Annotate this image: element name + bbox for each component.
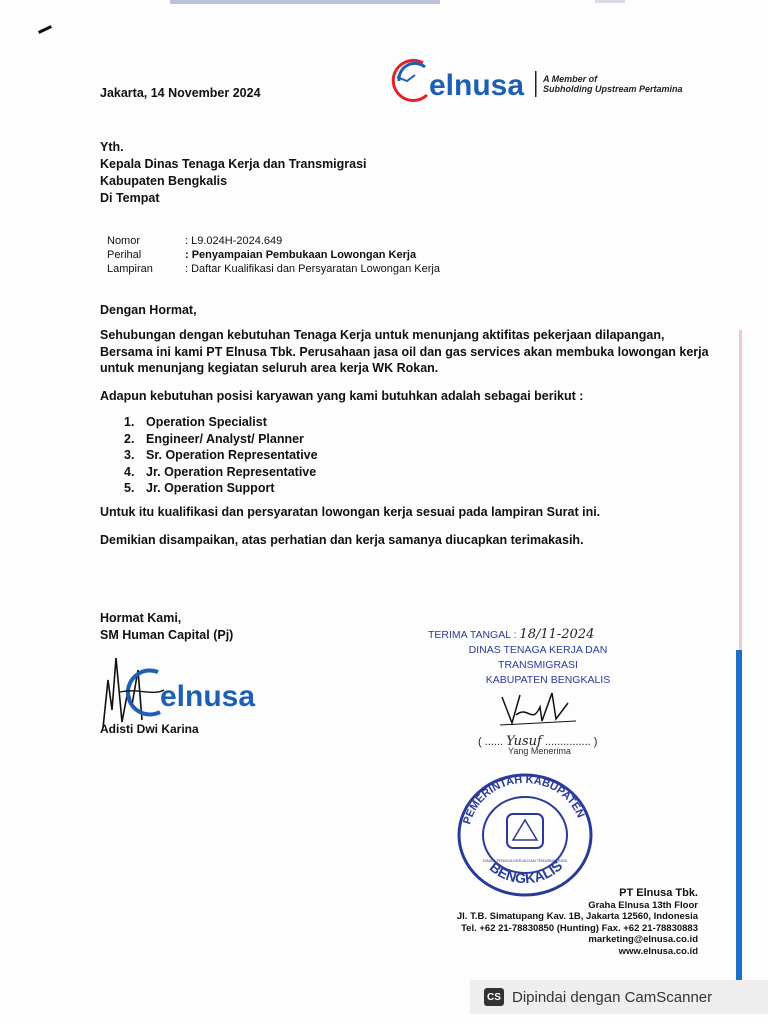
- svg-text:Subholding Upstream Pertamina: Subholding Upstream Pertamina: [543, 84, 683, 94]
- letter-date: Jakarta, 14 November 2024: [100, 86, 261, 100]
- list-item: 2. Engineer/ Analyst/ Planner: [124, 431, 304, 446]
- meta-row-lampiran: Lampiran : Daftar Kualifikasi dan Persyaratan Lowongan Kerja: [107, 263, 440, 275]
- paragraph-intro: Sehubungan dengan kebutuhan Tenaga Kerja untuk menunjang aktifitas pekerjaan dilapangan, Bersama ini kami PT Elnusa Tbk. Perusahaan jasa oil dan gas services akan membuka lowongan kerja untuk menunjang kegiatan seluruh area kerja WK Rokan.: [100, 328, 709, 375]
- letter-meta: [107, 234, 440, 276]
- page-margin-strip-blue: [736, 650, 742, 990]
- receiver-name-line: ( ...... Yusuf ............... ): [478, 734, 598, 749]
- svg-text:DINAS TENAGA KERJA DAN TRANSMI: DINAS TENAGA KERJA DAN TRANSMIGRASI: [482, 858, 568, 863]
- camscanner-label: Dipindai dengan CamScanner: [512, 988, 713, 1006]
- positions-list: [124, 414, 318, 497]
- recipient-line: Kepala Dinas Tenaga Kerja dan Transmigrasi: [100, 157, 367, 171]
- paragraph-closing: Demikian disampaikan, atas perhatian dan kerja samanya diucapkan terimakasih.: [100, 533, 584, 547]
- recipient-line: Kabupaten Bengkalis: [100, 174, 228, 188]
- list-item: 4. Jr. Operation Representative: [124, 464, 317, 479]
- receiver-label: Yang Menerima: [508, 746, 571, 756]
- svg-text:A Member of: A Member of: [543, 74, 598, 84]
- official-seal: [455, 770, 595, 900]
- list-item: 3. Sr. Operation Representative: [124, 448, 318, 462]
- scan-edge-artifact: [595, 0, 625, 3]
- meta-row-nomor: Nomor : L9.024H-2024.649: [107, 235, 283, 247]
- company-footer: PT Elnusa Tbk. Graha Elnusa 13th Floor Jl. T.B. Simatupang Kav. 1B, Jakarta 12560, Indonesia Tel. +62 21-78830850 (Hunting) Fax. +62 21-78830883 marketing@elnusa.co.id www.elnusa.co.id: [456, 887, 698, 957]
- elnusa-logo: [385, 55, 705, 107]
- page-margin-strip-pink: [739, 330, 742, 650]
- signer-name: Adisti Dwi Karina: [100, 722, 199, 736]
- recipient-line: Yth.: [100, 140, 124, 154]
- svg-text:elnusa: elnusa: [160, 680, 256, 713]
- greeting: Dengan Hormat,: [100, 303, 197, 317]
- paragraph-qualifications: Untuk itu kualifikasi dan persyaratan lowongan kerja sesuai pada lampiran Surat ini.: [100, 505, 601, 519]
- closing-block: Hormat Kami, SM Human Capital (Pj): [100, 611, 234, 642]
- list-item: 5. Jr. Operation Support: [124, 481, 275, 495]
- svg-text:BENGKALIS: BENGKALIS: [486, 857, 566, 887]
- logo-brand-text: elnusa: [429, 69, 525, 102]
- scan-edge-artifact: [170, 0, 440, 4]
- receipt-stamp: TERIMA TANGAL : 18/11-2024 DINAS TENAGA KERJA DAN TRANSMIGRASI KABUPATEN BENGKALIS: [428, 627, 611, 686]
- meta-row-perihal: Perihal : Penyampaian Pembukaan Lowongan Kerja: [107, 249, 417, 261]
- paragraph-positions-intro: Adapun kebutuhan posisi karyawan yang kami butuhkan adalah sebagai berikut :: [100, 389, 584, 403]
- recipient-block: [100, 139, 367, 207]
- list-item: 1. Operation Specialist: [124, 415, 267, 429]
- pen-mark: [38, 25, 52, 34]
- handwritten-date: 18/11-2024: [519, 627, 595, 642]
- recipient-line: Di Tempat: [100, 191, 160, 205]
- svg-text:PEMERINTAH KABUPATEN: PEMERINTAH KABUPATEN: [461, 773, 587, 826]
- camscanner-watermark: [470, 980, 768, 1014]
- camscanner-icon: CS: [484, 988, 504, 1006]
